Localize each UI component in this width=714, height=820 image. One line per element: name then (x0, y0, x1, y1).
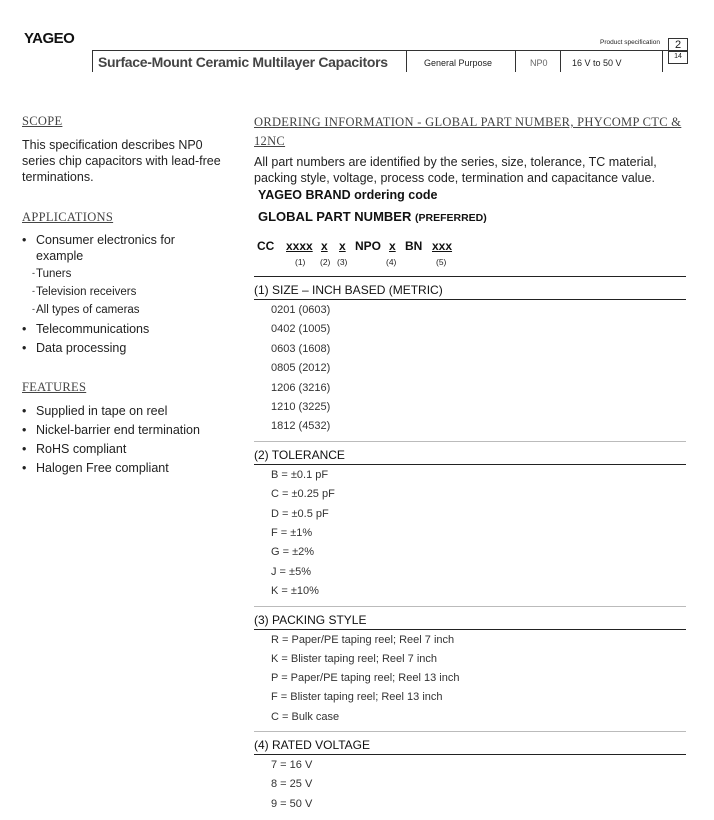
applications-title: APPLICATIONS (22, 210, 114, 224)
list-item: - All types of cameras (22, 302, 222, 318)
gpn-preferred: (PREFERRED) (414, 212, 487, 224)
list-item: • Data processing (22, 340, 222, 356)
list-item: • Nickel-barrier end termination (22, 422, 232, 438)
tolerance-item: C = ±0.25 pF (271, 488, 335, 500)
size-item: 0603 (1608) (271, 343, 331, 355)
size-item: 1206 (3216) (271, 382, 331, 394)
header-rule (92, 50, 688, 51)
scope-text: This specification describes NP0 series chip capacitors with lead-free terminations. (22, 138, 221, 184)
features-list (22, 403, 232, 476)
category-label: General Purpose (424, 58, 493, 68)
scope-title: SCOPE (22, 114, 63, 128)
list-item: • Supplied in tape on reel (22, 403, 232, 419)
voltage-item: 9 = 50 V (271, 798, 313, 810)
code-process: BN (405, 239, 423, 253)
voltage-range-label: 16 V to 50 V (572, 58, 622, 68)
list-item: - Television receivers (22, 284, 222, 300)
code-index-2: (2) (320, 257, 331, 267)
section-rule (254, 441, 686, 442)
code-packing: x (339, 239, 346, 253)
dielectric-label: NP0 (530, 58, 548, 68)
list-item: • Halogen Free compliant (22, 460, 232, 476)
code-index-4: (4) (386, 257, 397, 267)
page-total: 14 (674, 53, 682, 60)
section-rule (254, 629, 686, 630)
code-index-1: (1) (295, 257, 306, 267)
header-divider (662, 50, 663, 72)
section-rule (254, 276, 686, 277)
voltage-section-title: (4) RATED VOLTAGE (254, 738, 371, 752)
document-title: Surface-Mount Ceramic Multilayer Capacitors (98, 54, 388, 70)
size-item: 0805 (2012) (271, 362, 331, 374)
header-divider (406, 50, 407, 72)
packing-item: C = Bulk case (271, 711, 340, 723)
size-section-title: (1) SIZE – INCH BASED (METRIC) (254, 283, 443, 297)
list-item: • Telecommunications (22, 321, 222, 337)
applications-list (22, 232, 222, 356)
product-spec-label: Product specification (600, 39, 660, 46)
code-series: CC (257, 239, 275, 253)
size-item: 0402 (1005) (271, 323, 331, 335)
tolerance-item: F = ±1% (271, 527, 313, 539)
features-title: FEATURES (22, 380, 87, 394)
page-number-box (668, 38, 688, 64)
gpn-label (258, 209, 487, 224)
size-item: 1812 (4532) (271, 420, 331, 432)
tolerance-item: G = ±2% (271, 546, 315, 558)
code-voltage: x (389, 239, 396, 253)
code-index-3: (3) (337, 257, 348, 267)
size-item: 0201 (0603) (271, 304, 331, 316)
voltage-item: 8 = 25 V (271, 778, 313, 790)
code-capacitance: xxx (432, 239, 453, 253)
tolerance-section-title: (2) TOLERANCE (254, 448, 345, 462)
gpn-text: GLOBAL PART NUMBER (258, 209, 412, 224)
header-divider (92, 50, 93, 72)
yageo-logo: YAGEO (24, 30, 75, 47)
tolerance-item: D = ±0.5 pF (271, 508, 329, 520)
tolerance-item: J = ±5% (271, 566, 311, 578)
ordering-intro: All part numbers are identified by the series, size, tolerance, TC material, packing style, voltage, process code, termination and capacitance value. (254, 155, 657, 185)
list-item: - Tuners (22, 266, 222, 282)
page-number: 2 (669, 39, 687, 52)
packing-item: R = Paper/PE taping reel; Reel 7 inch (271, 634, 455, 646)
tolerance-item: K = ±10% (271, 585, 319, 597)
brand-code-label: YAGEO BRAND ordering code (258, 188, 438, 202)
header-divider (560, 50, 561, 72)
voltage-item: 7 = 16 V (271, 759, 313, 771)
list-item: • RoHS compliant (22, 441, 232, 457)
code-size: xxxx (286, 239, 313, 253)
code-tc: NPO (355, 239, 382, 253)
code-tolerance: x (321, 239, 328, 253)
tolerance-item: B = ±0.1 pF (271, 469, 329, 481)
list-item: • Consumer electronics for example (22, 232, 222, 264)
section-rule (254, 754, 686, 755)
ordering-info-title: ORDERING INFORMATION - GLOBAL PART NUMBER, PHYCOMP CTC & 12NC (254, 115, 682, 148)
section-rule (254, 464, 686, 465)
size-item: 1210 (3225) (271, 401, 331, 413)
packing-section-title: (3) PACKING STYLE (254, 613, 367, 627)
section-rule (254, 606, 686, 607)
packing-item: F = Blister taping reel; Reel 13 inch (271, 691, 443, 703)
packing-item: K = Blister taping reel; Reel 7 inch (271, 653, 438, 665)
header-divider (515, 50, 516, 72)
code-index-5: (5) (436, 257, 447, 267)
packing-item: P = Paper/PE taping reel; Reel 13 inch (271, 672, 460, 684)
section-rule (254, 299, 686, 300)
section-rule (254, 731, 686, 732)
